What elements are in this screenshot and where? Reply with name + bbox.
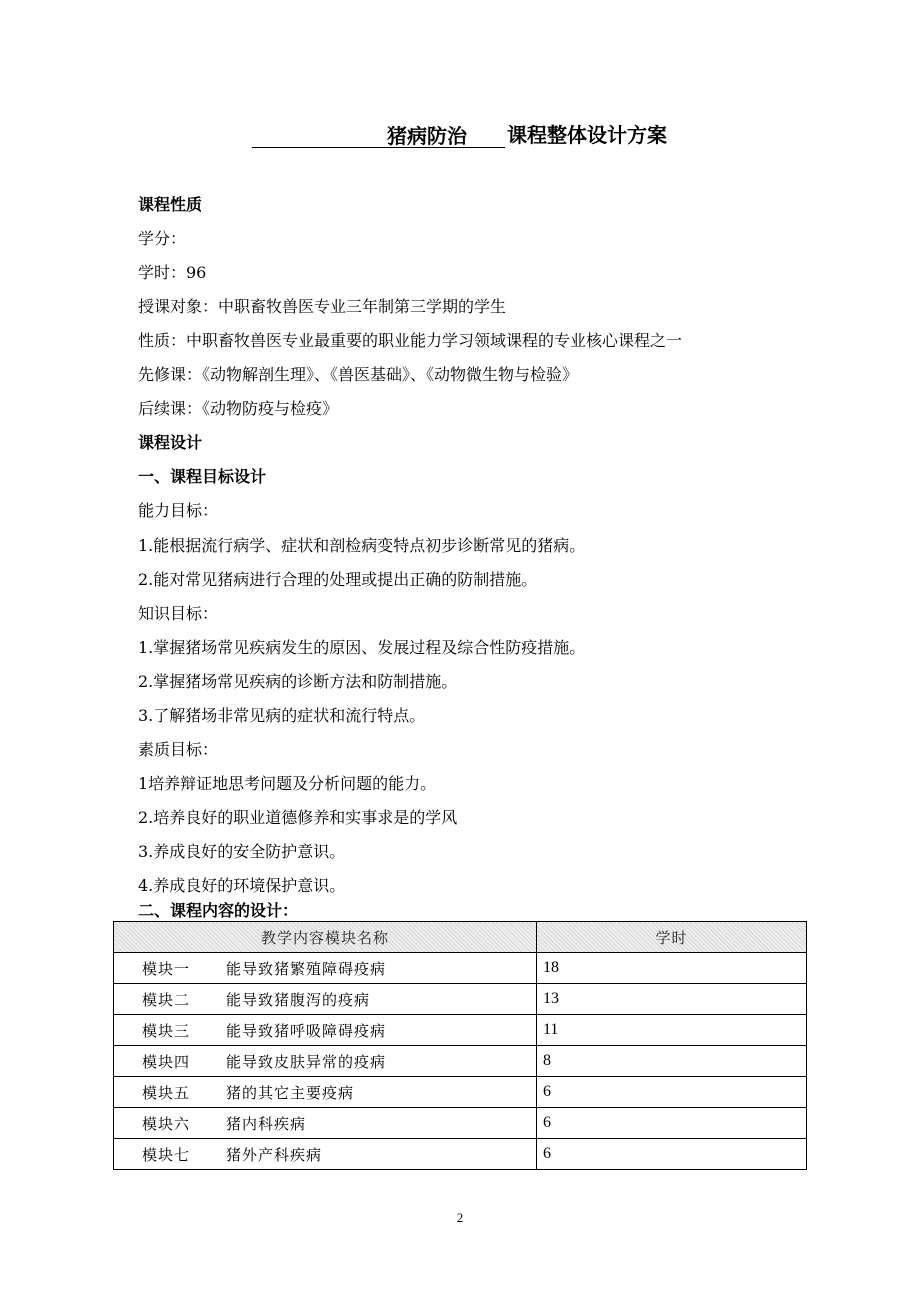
module-cell [114,1139,537,1170]
table-row [114,953,807,984]
module-hours: 6 [537,1108,807,1139]
section-heading-objectives: 一、课程目标设计 [138,467,267,486]
table-row [114,1046,807,1077]
ability-objectives-label: 能力目标： [138,501,219,520]
module-cell [114,1108,537,1139]
module-number: 模块四 [142,1052,191,1071]
hours-line: 学时：96 [138,263,207,282]
module-number: 模块五 [142,1083,191,1102]
module-hours: 11 [537,1015,807,1046]
prerequisites-line: 先修课：《动物解剖生理》、《兽医基础》、《动物微生物与检验》 [138,365,579,384]
module-cell [114,953,537,984]
module-hours: 6 [537,1077,807,1108]
title-blank-underline [252,123,387,148]
knowledge-objective-item: 1.掌握猪场常见疾病发生的原因、发展过程及综合性防疫措施。 [138,638,586,657]
knowledge-objective-item: 2.掌握猪场常见疾病的诊断方法和防制措施。 [138,672,458,691]
audience-line: 授课对象：中职畜牧兽医专业三年制第三学期的学生 [138,297,507,316]
quality-objective-item: 3.养成良好的安全防护意识。 [138,842,346,861]
section-heading-content-design: 二、课程内容的设计： [138,901,299,920]
module-hours: 6 [537,1139,807,1170]
module-hours: 18 [537,953,807,984]
knowledge-objectives-label: 知识目标： [138,604,219,623]
module-title: 能导致皮肤异常的疫病 [226,1052,387,1071]
module-cell [114,1077,537,1108]
quality-objectives-label: 素质目标： [138,740,219,759]
page-number: 2 [456,1210,464,1225]
header-module-name: 教学内容模块名称 [114,922,537,953]
module-cell [114,984,537,1015]
module-number: 模块一 [142,959,191,978]
title-suffix: 课程整体设计方案 [507,123,667,147]
table-header-row [114,922,807,953]
module-title: 能导致猪呼吸障碍疫病 [226,1021,387,1040]
quality-objective-item: 1培养辩证地思考问题及分析问题的能力。 [138,774,437,793]
table-row [114,1015,807,1046]
followup-line: 后续课：《动物防疫与检疫》 [138,399,339,418]
document-title [252,122,772,152]
ability-objective-item: 1.能根据流行病学、症状和剖检病变特点初步诊断常见的猪病。 [138,536,586,555]
module-cell [114,1015,537,1046]
module-title: 能导致猪繁殖障碍疫病 [226,959,387,978]
quality-objective-item: 2.培养良好的职业道德修养和实事求是的学风 [138,808,458,827]
knowledge-objective-item: 3.了解猪场非常见病的症状和流行特点。 [138,706,426,725]
module-title: 能导致猪腹泻的疫病 [226,990,371,1009]
section-heading-course-design: 课程设计 [138,433,203,452]
title-subject: 猪病防治 [387,123,505,148]
module-title: 猪内科疾病 [226,1114,307,1133]
module-title: 猪的其它主要疫病 [226,1083,355,1102]
module-number: 模块三 [142,1021,191,1040]
module-number: 模块六 [142,1114,191,1133]
section-heading-course-nature: 课程性质 [138,195,203,214]
module-number: 模块七 [142,1145,191,1164]
course-content-table [113,921,807,1170]
module-number: 模块二 [142,990,191,1009]
ability-objective-item: 2.能对常见猪病进行合理的处理或提出正确的防制措施。 [138,570,538,589]
module-hours: 13 [537,984,807,1015]
table-row [114,1077,807,1108]
table-row [114,1108,807,1139]
module-cell [114,1046,537,1077]
credits-line: 学分： [138,229,187,248]
table-row [114,1139,807,1170]
module-hours: 8 [537,1046,807,1077]
header-hours: 学时 [537,922,807,953]
quality-objective-item: 4.养成良好的环境保护意识。 [138,876,346,895]
table-row [114,984,807,1015]
module-title: 猪外产科疾病 [226,1145,323,1164]
nature-line: 性质：中职畜牧兽医专业最重要的职业能力学习领域课程的专业核心课程之一 [138,331,683,350]
